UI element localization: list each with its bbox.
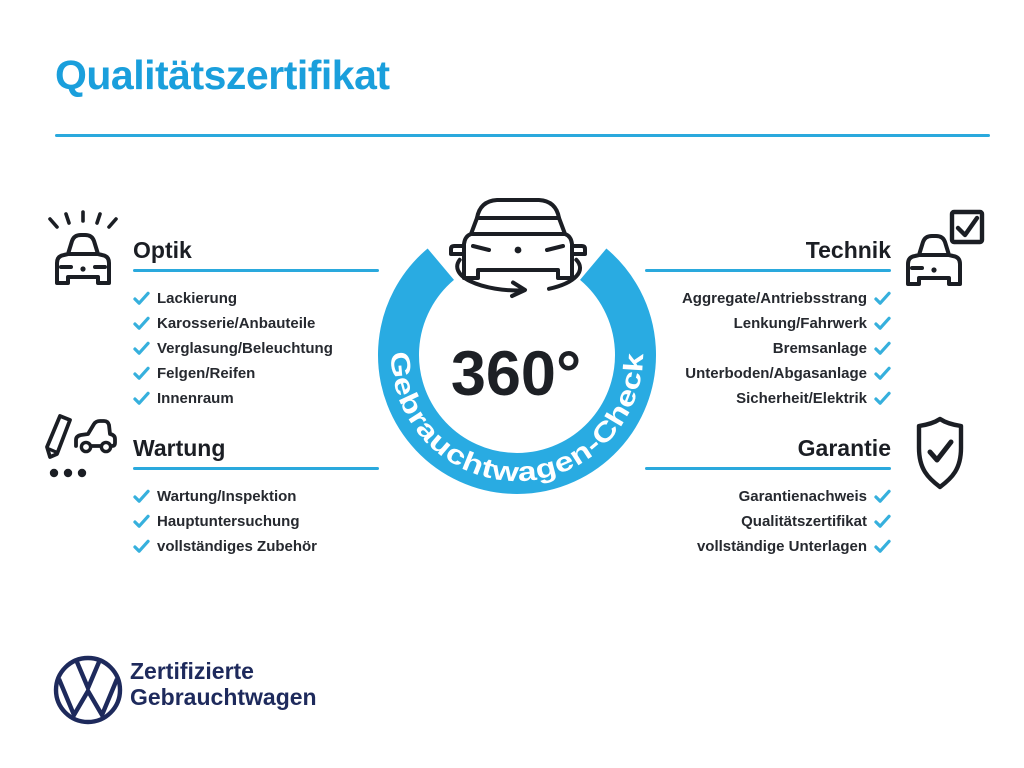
- check-icon: [133, 316, 150, 331]
- checklist-item-label: Karosserie/Anbauteile: [157, 315, 316, 332]
- check-icon: [133, 291, 150, 306]
- badge-ring-label: Gebrauchtwagen-Check: [384, 350, 650, 488]
- section-optik-title: Optik: [133, 237, 192, 263]
- checklist-item-label: vollständiges Zubehör: [157, 538, 318, 555]
- section-wartung: [133, 437, 379, 555]
- section-technik: [645, 239, 891, 407]
- service-record-icon: [42, 410, 118, 482]
- checklist-item-label: Innenraum: [157, 390, 234, 407]
- section-underline: [645, 467, 891, 470]
- checklist-item-label: vollständige Unterlagen: [696, 538, 867, 555]
- checklist-item: [133, 340, 379, 357]
- checklist-item: [645, 290, 891, 307]
- section-technik-title: Technik: [805, 237, 891, 263]
- section-underline: [645, 269, 891, 272]
- checklist-item-label: Hauptuntersuchung: [157, 513, 300, 530]
- checklist-item-label: Felgen/Reifen: [157, 365, 256, 382]
- footer-brand-line2: Gebrauchtwagen: [130, 684, 317, 710]
- section-underline: [133, 269, 379, 272]
- checklist-item: [133, 488, 379, 505]
- checklist-item: [133, 390, 379, 407]
- check-icon: [874, 316, 891, 331]
- checklist-item-label: Sicherheit/Elektrik: [736, 390, 867, 407]
- section-optik: [133, 239, 379, 407]
- checklist-item-label: Lackierung: [157, 290, 238, 307]
- check-icon: [133, 391, 150, 406]
- checklist-item-label: Unterboden/Abgasanlage: [685, 365, 867, 382]
- shield-check-icon: [908, 414, 972, 494]
- checklist-item-label: Wartung/Inspektion: [157, 488, 297, 505]
- check-icon: [133, 366, 150, 381]
- checklist-item: [645, 340, 891, 357]
- checklist-item: [133, 538, 379, 555]
- check-icon: [874, 489, 891, 504]
- checklist-item: [133, 290, 379, 307]
- badge-center-label: 360°: [450, 339, 582, 409]
- checklist-item: [133, 513, 379, 530]
- badge-360-check: [367, 188, 667, 520]
- checklist-item: [133, 315, 379, 332]
- page-title: Qualitätszertifikat: [55, 52, 390, 98]
- section-wartung-title: Wartung: [133, 435, 226, 461]
- car-rotation-icon: [451, 200, 585, 296]
- section-underline: [133, 467, 379, 470]
- checklist-item-label: Bremsanlage: [772, 340, 867, 357]
- check-icon: [874, 514, 891, 529]
- check-icon: [874, 539, 891, 554]
- section-garantie: [645, 437, 891, 555]
- car-checklist-icon: [900, 208, 986, 288]
- footer-brand-line1: Zertifizierte: [130, 658, 254, 684]
- checklist-item-label: Verglasung/Beleuchtung: [157, 340, 333, 357]
- check-icon: [133, 341, 150, 356]
- checklist-item-label: Aggregate/Antriebsstrang: [681, 290, 867, 307]
- checklist-item-label: Lenkung/Fahrwerk: [733, 315, 867, 332]
- checklist-item: [645, 538, 891, 555]
- title-divider: [55, 134, 990, 137]
- check-icon: [874, 291, 891, 306]
- check-icon: [874, 341, 891, 356]
- checklist-item-label: Qualitätszertifikat: [741, 513, 867, 530]
- checklist-item: [645, 513, 891, 530]
- section-garantie-title: Garantie: [797, 435, 891, 461]
- check-icon: [874, 366, 891, 381]
- checklist-item: [645, 390, 891, 407]
- checklist-item: [133, 365, 379, 382]
- checklist-item: [645, 488, 891, 505]
- footer-brand-text: [130, 658, 317, 710]
- check-icon: [874, 391, 891, 406]
- vw-logo: [52, 654, 124, 726]
- car-shine-icon: [42, 209, 124, 287]
- checklist-item: [645, 365, 891, 382]
- check-icon: [133, 539, 150, 554]
- checklist-item: [645, 315, 891, 332]
- checklist-item-label: Garantienachweis: [738, 488, 867, 505]
- check-icon: [133, 489, 150, 504]
- check-icon: [133, 514, 150, 529]
